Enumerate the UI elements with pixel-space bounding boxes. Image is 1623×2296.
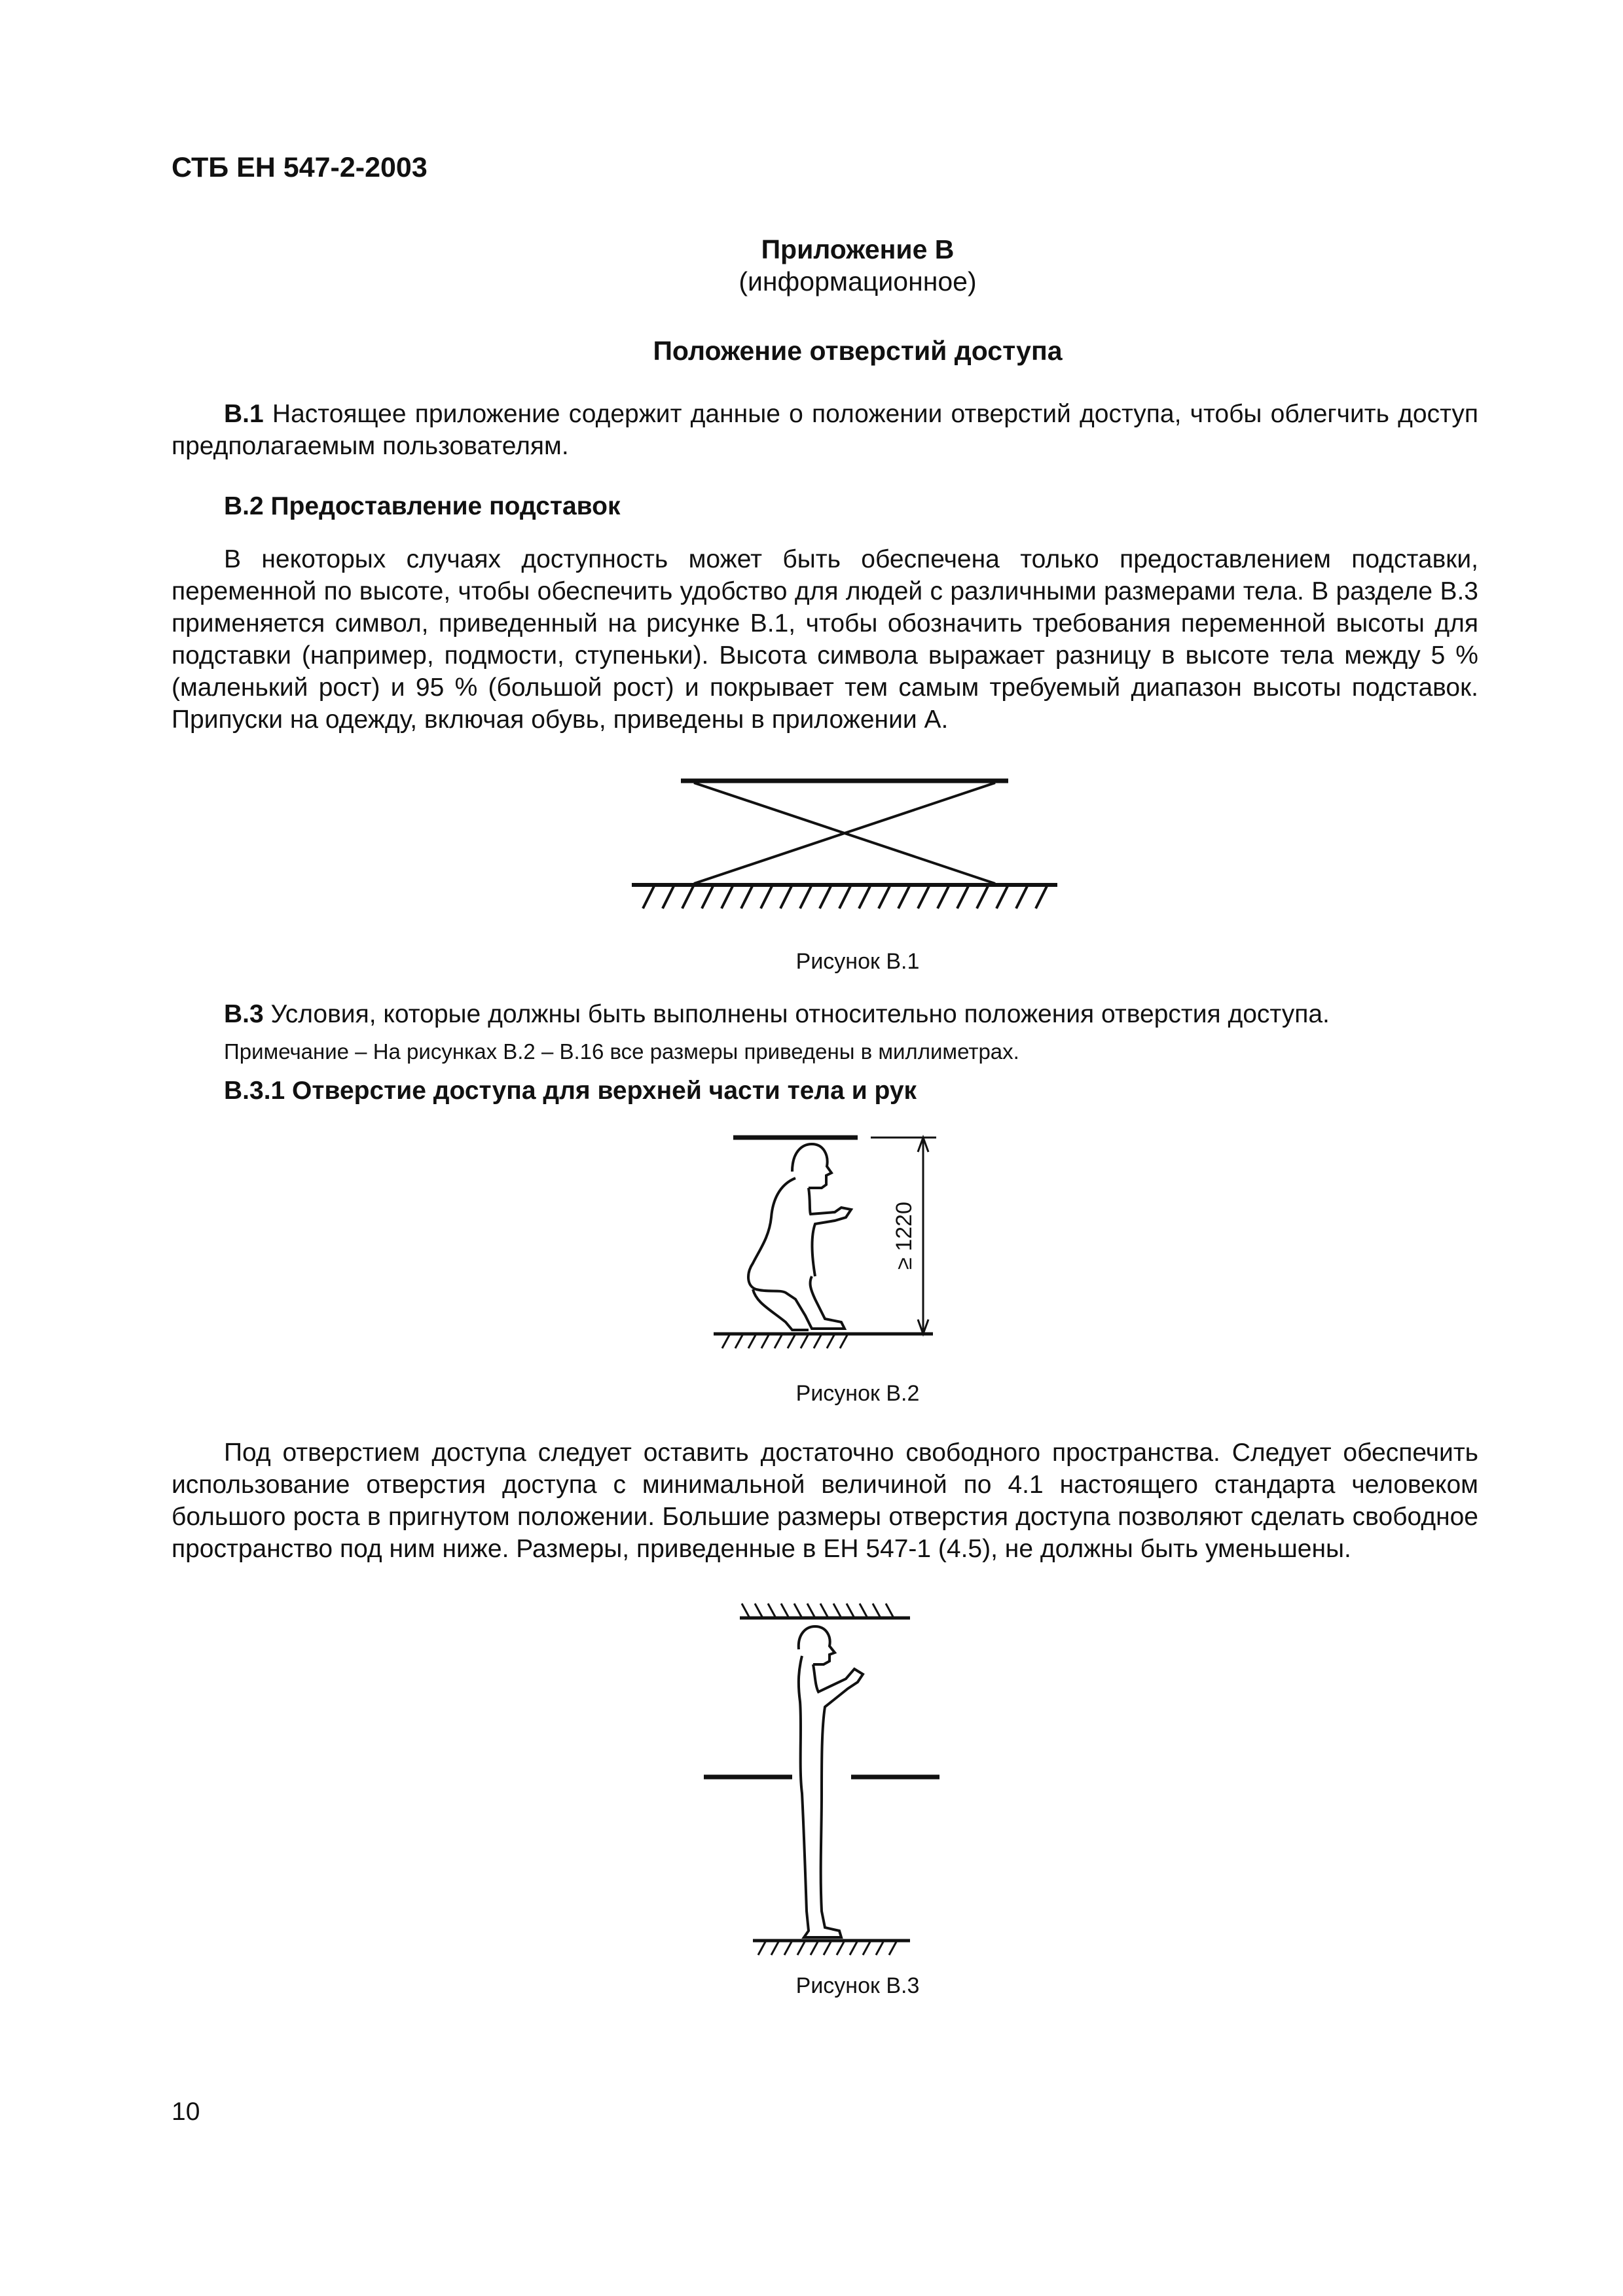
hatch-mark	[794, 1604, 802, 1618]
hatch-mark	[758, 1941, 766, 1955]
hatch-mark	[996, 885, 1008, 908]
clause-text: Настоящее приложение содержит данные о положении отверстий доступа, чтобы облегчить доступ предполагаемым пользователям.	[172, 400, 1478, 460]
dimension-label: ≥ 1220	[892, 1202, 917, 1270]
note-b3: Примечание – На рисунках В.2 – В.16 все размеры приведены в миллиметрах.	[224, 1039, 1019, 1064]
document-code: СТБ ЕН 547-2-2003	[172, 152, 428, 183]
hatch-mark	[938, 885, 949, 908]
annex-title: Приложение В	[761, 234, 955, 264]
hatch-mark	[833, 1604, 841, 1618]
hatch-mark	[879, 885, 890, 908]
hatch-mark	[977, 885, 989, 908]
figure-b1-support-symbol	[622, 772, 1080, 929]
clause-number: B.1	[224, 400, 264, 428]
hatch-mark	[827, 1334, 835, 1348]
hatch-mark	[824, 1941, 831, 1955]
hatch-mark	[702, 885, 714, 908]
hatch-mark	[886, 1604, 894, 1618]
clause-number: B.3	[224, 1000, 264, 1028]
ceiling-hatch	[742, 1604, 894, 1618]
hatch-mark	[801, 1334, 809, 1348]
hatch-mark	[721, 885, 733, 908]
hatch-mark	[811, 1941, 818, 1955]
figure-b1-caption: Рисунок В.1	[795, 949, 920, 974]
hatch-mark	[784, 1941, 792, 1955]
arm-outline	[809, 1188, 851, 1276]
figure-b2-crouching-person	[694, 1126, 969, 1368]
hatch-mark	[873, 1604, 881, 1618]
hatch-mark	[797, 1941, 805, 1955]
arm-outline	[813, 1664, 863, 1793]
hatch-mark	[643, 885, 655, 908]
hatch-mark	[800, 885, 812, 908]
hatch-mark	[755, 1604, 763, 1618]
paragraph-b3	[172, 998, 1478, 1030]
paragraph-b2: В некоторых случаях доступность может быть обеспечена только предоставлением подставки, переменной по высоте, чтобы обеспечить удобство для людей с различными размерами тела. В разделе В.3 применяется символ, приведенный на рисунке В.1, чтобы обозначить требования переменной высоты для подставки (например, подмости, ступеньки). Высота символа выражает разницу в высоте тела между 5 % (маленький рост) и 95 % (большой рост) и покрывает тем самым требуемый диапазон высоты подставок. Припуски на одежду, включая обувь, приведены в приложении А.	[172, 545, 1478, 734]
hatch-mark	[807, 1604, 815, 1618]
hatch-mark	[722, 1334, 730, 1348]
hatch-mark	[781, 1604, 789, 1618]
hatch-mark	[860, 1604, 867, 1618]
annex-heading: Положение отверстий доступа	[653, 336, 1063, 366]
paragraph-b1	[172, 398, 1478, 462]
hatch-mark	[761, 1334, 769, 1348]
hatch-mark	[771, 1941, 779, 1955]
hatch-mark	[957, 885, 969, 908]
paragraph-b31: Под отверстием доступа следует оставить достаточно свободного пространства. Следует обеспечить использование отверстия доступа с минимальной величиной по 4.1 настоящего стандарта человеком большого роста в пригнутом положении. Большие размеры отверстия доступа позволяют сделать свободное пространство под ним ниже. Размеры, приведенные в ЕН 547-1 (4.5), не должны быть уменьшены.	[172, 1439, 1478, 1563]
hatch-mark	[780, 885, 792, 908]
figure-b3-standing-person	[694, 1597, 956, 1964]
head-outline	[792, 1144, 831, 1188]
hatch-mark	[847, 1604, 854, 1618]
hatch-mark	[820, 1604, 828, 1618]
hatch-mark	[682, 885, 694, 908]
hatch-mark	[1036, 885, 1048, 908]
hatch-mark	[876, 1941, 884, 1955]
hatch-mark	[840, 1334, 848, 1348]
hatch-mark	[761, 885, 773, 908]
hatch-mark	[889, 1941, 897, 1955]
hatch-mark	[768, 1604, 776, 1618]
ground-hatch	[758, 1941, 897, 1955]
hatch-mark	[741, 885, 753, 908]
hatch-mark	[1016, 885, 1028, 908]
hatch-mark	[742, 1604, 750, 1618]
annex-type: (информационное)	[739, 266, 977, 296]
clause-text: Условия, которые должны быть выполнены относительно положения отверстия доступа.	[263, 1000, 1330, 1028]
hatch-mark	[863, 1941, 871, 1955]
ground-hatch	[722, 1334, 848, 1348]
hatch-mark	[788, 1334, 795, 1348]
figure-b3-caption: Рисунок В.3	[795, 1973, 920, 1998]
hatch-mark	[814, 1334, 822, 1348]
head-outline	[799, 1626, 835, 1664]
hatch-mark	[918, 885, 930, 908]
hatch-mark	[898, 885, 910, 908]
ground-hatch	[643, 885, 1048, 908]
hatch-mark	[820, 885, 831, 908]
hatch-mark	[859, 885, 871, 908]
figure-b2-caption: Рисунок В.2	[795, 1381, 920, 1406]
hatch-mark	[839, 885, 851, 908]
page-number: 10	[172, 2098, 200, 2126]
hatch-mark	[663, 885, 674, 908]
hatch-mark	[837, 1941, 845, 1955]
section-heading-b31: B.3.1 Отверстие доступа для верхней части тела и рук	[224, 1077, 917, 1105]
hatch-mark	[748, 1334, 756, 1348]
hatch-mark	[735, 1334, 743, 1348]
leg-outline	[753, 1289, 809, 1330]
hatch-mark	[850, 1941, 858, 1955]
section-heading-b2: B.2 Предоставление подставок	[224, 492, 621, 520]
hatch-mark	[775, 1334, 782, 1348]
body-outline	[748, 1178, 845, 1329]
